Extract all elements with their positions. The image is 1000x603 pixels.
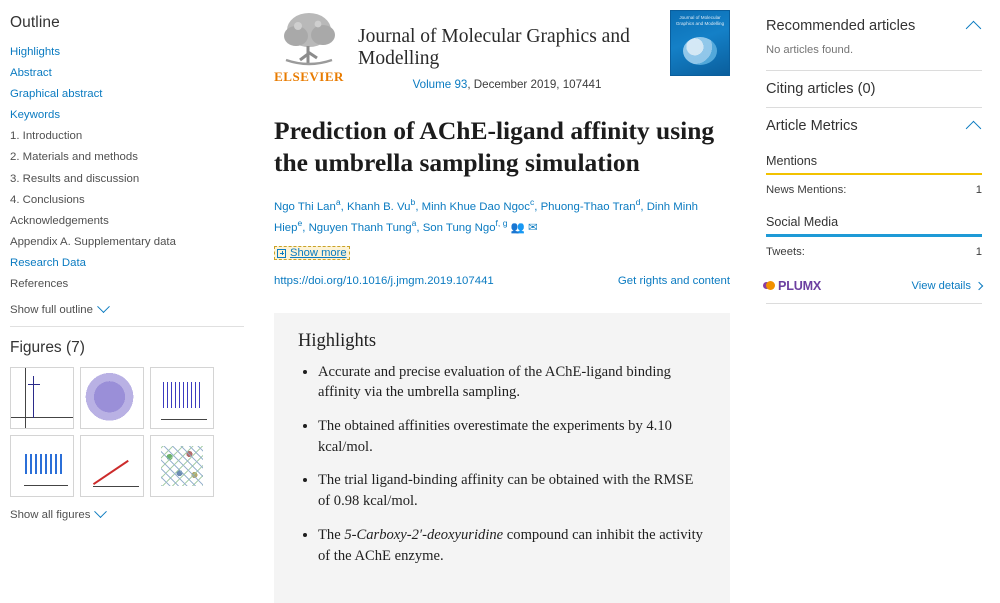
figure-thumbnail[interactable] [150,367,214,429]
author-affiliation-marker: a [411,217,417,228]
chevron-down-icon [95,506,108,519]
author-affiliation-marker: e [297,217,303,228]
page-title: Prediction of AChE-ligand affinity using the umbrella sampling simulation [274,115,715,178]
outline-item-results-discussion[interactable]: 3. Results and discussion [10,172,140,185]
author-name[interactable]: Ngo Thi Lan [274,200,336,213]
journal-meta [358,10,656,91]
show-full-outline-button[interactable] [10,304,246,316]
plumx-logo[interactable] [766,279,821,293]
chevron-right-icon [975,282,983,290]
outline-item-acknowledgements[interactable]: Acknowledgements [10,214,109,227]
right-sidebar [752,0,1000,531]
envelope-icon[interactable]: ✉ [528,221,538,234]
author-name[interactable]: Minh Khue Dao Ngoc [421,200,530,213]
outline-list [8,42,246,296]
citing-articles-title: Citing articles (0) [766,81,876,97]
recommended-articles-title: Recommended articles [766,18,916,34]
chevron-down-icon [97,301,110,314]
view-details-label: View details [911,279,971,292]
news-mentions-label: News Mentions: [766,184,847,197]
social-media-label: Social Media [766,215,839,230]
journal-name[interactable]: Journal of Molecular Graphics and Modelling [358,26,630,70]
figures-title: Figures (7) [10,338,85,356]
journal-volume[interactable]: Volume 93 [412,77,468,91]
plus-icon [277,249,286,258]
citing-articles-section [766,71,982,108]
journal-cover-image[interactable] [670,10,730,76]
article-metrics-section [766,108,982,304]
outline-item-abstract[interactable]: Abstract [10,66,52,79]
author-affiliation-marker: c [529,197,535,208]
outline-item-references[interactable]: References [10,278,69,291]
author-affiliation-marker: a [335,197,341,208]
list-item: • Accurate and precise evaluation of the AChE-ligand binding affinity via the umbrella sampling. [318,362,708,403]
elsevier-wordmark: ELSEVIER [274,69,344,84]
article-metrics-title: Article Metrics [766,118,858,134]
plumx-dot-icon [766,281,775,290]
citing-articles-header[interactable] [766,71,982,107]
article-main [262,0,752,564]
outline-item-keywords[interactable]: Keywords [10,109,61,122]
mentions-label: Mentions [766,154,818,168]
list-item: • The trial ligand-binding affinity can be obtained with the RMSE of 0.98 kcal/mol. [318,470,708,511]
sidebar-divider [10,326,244,327]
figure-thumbnail[interactable] [10,435,74,497]
get-rights-and-content-link[interactable]: Get rights and content [617,274,730,287]
highlights-list [296,362,708,567]
journal-header [274,6,730,103]
outline-sidebar [0,0,262,531]
show-more-label: Show more [290,247,347,260]
tweets-label: Tweets: [766,245,805,258]
news-mentions-value: 1 [975,184,982,197]
tweets-value: 1 [975,245,982,258]
doi-link[interactable]: https://doi.org/10.1016/j.jmgm.2019.107441 [274,274,494,287]
outline-item-research-data[interactable]: Research Data [10,257,86,270]
article-metrics-header[interactable] [766,108,982,144]
journal-cover-caption: Journal of Molecular Graphics and Modelling [675,15,725,26]
author-share-icon[interactable]: 👥 [510,221,525,234]
highlights-section [274,313,730,603]
show-more-button[interactable] [274,246,350,260]
chevron-up-icon[interactable] [966,120,982,136]
author-list: Ngo Thi Lan$^a$, Khanh B. Vu$^b$, Minh Khue Dao Ngoc$^c$, Phuong-Thao Tran$^d$, Dinh Minh Hiep$^e$, Nguyen Thanh Tung$^a$, Son Tung Ngo$^{f, g}$ 👥 ✉ [274,197,698,234]
figure-thumbnail[interactable] [80,435,144,497]
view-details-link[interactable] [912,280,983,292]
journal-volume-line [358,78,656,91]
news-mentions-row [766,175,982,205]
cover-molecule-graphic [683,37,717,65]
show-full-outline-label: Show full outline [10,303,93,316]
outline-item-conclusions[interactable]: 4. Conclusions [10,193,85,206]
recommended-articles-header[interactable] [766,8,982,44]
outline-item-introduction[interactable]: 1. Introduction [10,130,83,143]
author-name[interactable]: Phuong-Thao Tran [540,200,636,213]
author-affiliation-marker: f, g [495,217,508,228]
show-all-figures-label: Show all figures [10,508,91,521]
journal-issue-date: , December 2019, 107441 [467,77,602,91]
author-affiliation-marker: d [635,197,641,208]
outline-item-appendix[interactable]: Appendix A. Supplementary data [10,236,176,248]
elsevier-logo [274,10,344,85]
outline-item-materials-methods[interactable]: 2. Materials and methods [10,151,138,164]
figure-thumbnail[interactable] [10,367,74,429]
author-name[interactable]: Nguyen Thanh Tung [308,221,412,234]
outline-item-highlights[interactable]: Highlights [10,45,61,58]
figure-thumbnail[interactable] [80,367,144,429]
elsevier-tree-icon [278,10,340,68]
figure-thumbnail[interactable] [150,435,214,497]
outline-item-graphical-abstract[interactable]: Graphical abstract [10,87,103,100]
doi-row [274,275,730,287]
outline-title: Outline [10,14,60,31]
figure-thumbnail-grid [10,367,246,497]
list-item: • The obtained affinities overestimate the experiments by 4.10 kcal/mol. [318,416,708,457]
author-name[interactable]: Son Tung Ngo [422,221,496,234]
author-affiliation-marker: b [410,197,416,208]
recommended-articles-empty: No articles found. [766,44,854,56]
list-item: • The 5-Carboxy-2′-deoxyuridine compound can inhibit the activity of the AChE enzyme. [318,525,708,566]
recommended-articles-section [766,8,982,71]
tweets-row [766,237,982,267]
show-all-figures-button[interactable] [10,509,246,521]
highlights-title: Highlights [298,330,377,351]
plumx-label: PLUMX [778,278,822,293]
chevron-up-icon[interactable] [966,20,982,36]
author-name[interactable]: Dinh Minh Hiep [274,200,698,234]
plumx-row [766,267,982,303]
author-name[interactable]: Khanh B. Vu [346,200,411,213]
